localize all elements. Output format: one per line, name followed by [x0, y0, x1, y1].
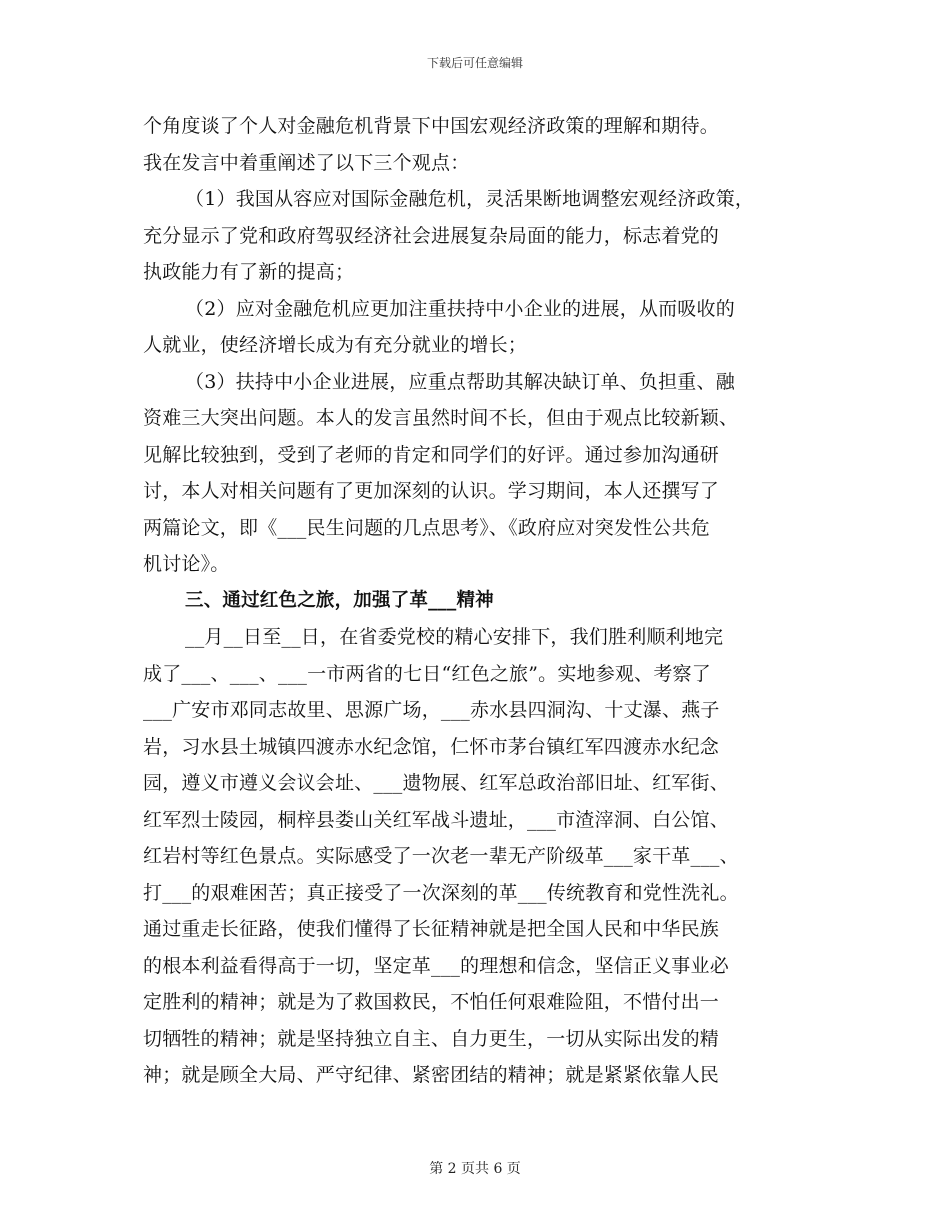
text-line: 切牺牲的精神；就是坚持独立自主、自力更生，一切从实际出发的精 [143, 1027, 720, 1050]
text-line: 执政能力有了新的提高； [143, 261, 355, 283]
text-line: 通过重走长征路，使我们懂得了长征精神就是把全国人民和中华民族 [143, 918, 720, 940]
text-line: 充分显示了党和政府驾驭经济社会进展复杂局面的能力，标志着党的 [143, 224, 720, 247]
text-line: 的根本利益看得高于一切，坚定革___的理想和信念，坚信正义事业必 [143, 954, 729, 977]
text-line: 岩，习水县土城镇四渡赤水纪念馆，仁怀市茅台镇红军四渡赤水纪念 [143, 735, 720, 758]
text-line: 红岩村等红色景点。实际感受了一次老一辈无产阶级革___家干革___、 [143, 845, 739, 867]
text-line: 资难三大突出问题。本人的发言虽然时间不长，但由于观点比较新颖、 [143, 407, 739, 429]
text-line: 神；就是顾全大局、严守纪律、紧密团结的精神；就是紧紧依靠人民 [143, 1064, 720, 1086]
section-heading: 三、通过红色之旅，加强了革___精神 [185, 589, 494, 611]
text-line: 人就业，使经济增长成为有充分就业的增长； [143, 334, 528, 356]
page-number: 第 2 页共 6 页 [429, 1161, 521, 1177]
text-line: __月__日至__日，在省委党校的精心安排下，我们胜利顺利地完 [185, 626, 724, 648]
text-line: 个角度谈了个人对金融危机背景下中国宏观经济政策的理解和期待。 [143, 115, 720, 137]
text-line: 红军烈士陵园，桐梓县娄山关红军战斗遗址，___市渣滓洞、白公馆、 [143, 808, 729, 831]
text-line: 成了___、___、___一市两省的七日“红色之旅”。实地参观、考察了 [143, 662, 711, 685]
page-header: 下载后可任意编辑 [426, 56, 523, 70]
text-line: 讨，本人对相关问题有了更加深刻的认识。学习期间，本人还撰写了 [143, 480, 720, 502]
text-line: 见解比较独到，受到了老师的肯定和同学们的好评。通过参加沟通研 [143, 443, 720, 466]
text-line: 打___的艰难困苦；真正接受了一次深刻的革___传统教育和党性洗礼。 [143, 881, 739, 904]
text-line: 两篇论文，即《___民生问题的几点思考》、《政府应对突发性公共危 [143, 516, 710, 539]
document-body [143, 108, 813, 1094]
text-line: 机讨论》。 [143, 553, 230, 575]
text-line: （2）应对金融危机应更加注重扶持中小企业的进展，从而吸收的 [185, 297, 735, 320]
text-line: ___广安市邓同志故里、思源广场，___赤水县四洞沟、十丈瀑、燕子 [143, 699, 720, 721]
text-line: 我在发言中着重阐述了以下三个观点： [143, 151, 470, 174]
text-line: 园，遵义市遵义会议会址、___遗物展、红军总政治部旧址、红军街、 [143, 772, 729, 794]
text-line: （3）扶持中小企业进展，应重点帮助其解决缺订单、负担重、融 [185, 370, 735, 393]
text-line: （1）我国从容应对国际金融危机，灵活果断地调整宏观经济政策， [185, 188, 755, 210]
text-line: 定胜利的精神；就是为了救国救民，不怕任何艰难险阻，不惜付出一 [143, 991, 720, 1013]
